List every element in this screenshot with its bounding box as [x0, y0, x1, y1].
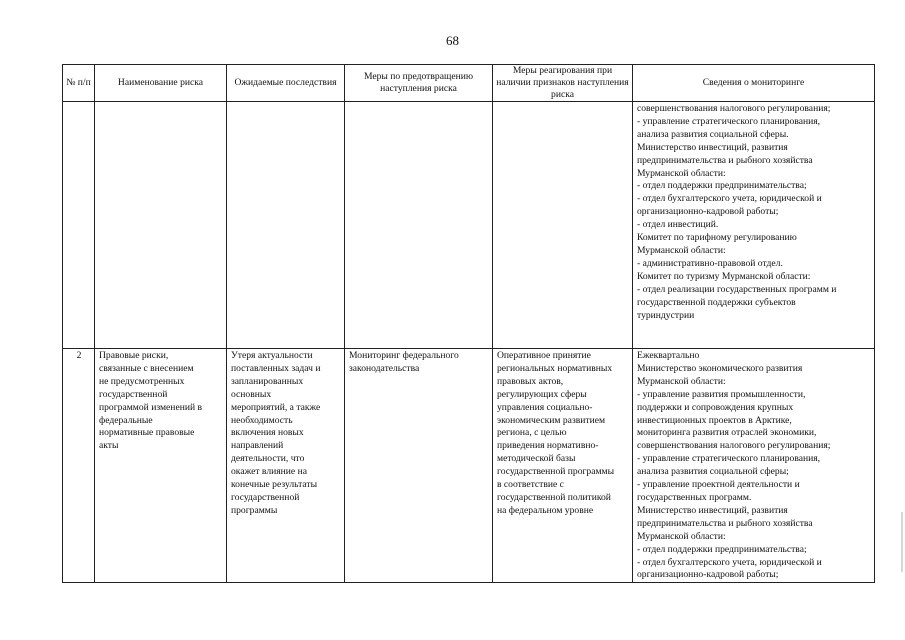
- cell-text-line: анализа развития социальной сферы.: [637, 128, 789, 140]
- cell-number: [63, 102, 95, 349]
- cell-response: [493, 102, 633, 349]
- cell-text-line: Мурманской области:: [637, 530, 726, 542]
- cell-text-line: анализа развития социальной сферы;: [637, 466, 789, 478]
- cell-text-line: программы: [231, 504, 278, 516]
- cell-text-line: методической базы: [497, 453, 576, 465]
- cell-text-line: Правовые риски,: [99, 350, 169, 361]
- cell-text-line: не предусмотренных: [99, 375, 185, 387]
- cell-text-line: Утеря актуальности: [231, 350, 313, 361]
- cell-text-line: Мурманской области:: [637, 244, 726, 256]
- cell-text-line: приведения нормативно-: [497, 440, 599, 452]
- cell-response: [493, 349, 633, 583]
- cell-text-line: Министерство инвестиций, развития: [637, 141, 788, 153]
- cell-text-line: - отдел поддержки предпринимательства;: [637, 543, 807, 555]
- risk-table: [62, 64, 875, 583]
- cell-text-line: региона, с целью: [497, 427, 567, 439]
- scan-edge-mark: [901, 512, 903, 572]
- cell-text-line: законодательства: [349, 362, 420, 374]
- cell-text-line: государственной: [99, 388, 168, 400]
- cell-text-line: совершенствования налогового регулирования;: [637, 440, 831, 452]
- cell-text-line: Ежеквартально: [637, 350, 700, 361]
- cell-text-line: Мурманской области:: [637, 167, 726, 179]
- header-monitoring: Сведения о мониторинге: [633, 65, 875, 102]
- cell-text-line: направлений: [231, 440, 284, 452]
- cell-text-line: государственной политикой: [497, 491, 611, 503]
- cell-text-line: государственной: [231, 491, 300, 503]
- cell-text-line: регулирующих сферы: [497, 388, 587, 400]
- cell-text-line: - отдел реализации государственных программ и: [637, 283, 837, 295]
- cell-text-line: - управление стратегического планирования,: [637, 453, 821, 465]
- cell-consequences: [227, 349, 345, 583]
- cell-text-line: - административно-правовой отдел.: [637, 257, 783, 269]
- cell-text-line: нормативные правовые: [99, 427, 195, 439]
- cell-monitoring: [633, 349, 875, 583]
- cell-text-line: включения новых: [231, 427, 304, 439]
- cell-consequences: [227, 102, 345, 349]
- cell-text-line: программой изменений в: [99, 401, 203, 413]
- cell-text-line: государственной программы: [497, 466, 615, 478]
- cell-text-line: Министерство инвестиций, развития: [637, 504, 788, 516]
- cell-text-line: необходимость: [231, 414, 293, 426]
- cell-text-line: Оперативное принятие: [497, 350, 591, 361]
- cell-text-line: акты: [99, 440, 119, 452]
- cell-text-line: Комитет по туризму Мурманской области:: [637, 270, 811, 282]
- page-number: 68: [446, 33, 459, 48]
- header-risk-name: Наименование риска: [95, 65, 227, 102]
- cell-text-line: инвестиционных проектов в Арктике,: [637, 414, 792, 426]
- header-consequences: Ожидаемые последствия: [227, 65, 345, 102]
- header-response: Меры реагирования при наличии признаков наступления риска: [493, 65, 633, 102]
- cell-text-line: связанные с внесением: [99, 362, 194, 374]
- header-number: № п/п: [63, 65, 95, 102]
- cell-text-line: основных: [231, 388, 272, 400]
- cell-text-line: запланированных: [231, 375, 304, 387]
- cell-text-line: Мурманской области:: [637, 375, 726, 387]
- cell-monitoring: [633, 102, 875, 349]
- cell-risk-name: [95, 102, 227, 349]
- cell-text-line: организационно-кадровой работы;: [637, 569, 779, 581]
- cell-text-line: - управление развития промышленности,: [637, 388, 806, 400]
- cell-text-line: Министерство экономического развития: [637, 362, 803, 374]
- cell-prevention: [345, 349, 493, 583]
- cell-text-line: деятельности, что: [231, 453, 305, 465]
- cell-text-line: правовых актов,: [497, 375, 564, 387]
- cell-text-line: - управление проектной деятельности и: [637, 479, 800, 491]
- cell-text-line: государственных программ.: [637, 491, 752, 503]
- cell-text-line: - отдел бухгалтерского учета, юридической и: [637, 193, 822, 205]
- cell-text-line: мероприятий, а также: [231, 401, 321, 413]
- cell-text-line: - отдел поддержки предпринимательства;: [637, 180, 807, 192]
- cell-text-line: - отдел бухгалтерского учета, юридической и: [637, 556, 822, 568]
- cell-risk-name: [95, 349, 227, 583]
- cell-text-line: предпринимательства и рыбного хозяйства: [637, 154, 813, 166]
- cell-text-line: Комитет по тарифному регулированию: [637, 232, 797, 244]
- cell-text-line: управления социально-: [497, 401, 593, 413]
- cell-text-line: мониторинга развития отраслей экономики,: [637, 427, 817, 439]
- table-header-row: [63, 65, 875, 102]
- cell-text-line: на федеральном уровне: [497, 504, 594, 516]
- cell-text-line: региональных нормативных: [497, 362, 613, 374]
- cell-text-line: - управление стратегического планирования,: [637, 115, 821, 127]
- cell-text-line: предпринимательства и рыбного хозяйства: [637, 517, 813, 529]
- cell-number: 2: [63, 349, 95, 583]
- cell-text-line: федеральные: [99, 414, 153, 426]
- cell-text-line: государственной поддержки субъектов: [637, 296, 796, 308]
- cell-text-line: туриндустрии: [637, 309, 695, 321]
- cell-text-line: в соответствие с: [497, 479, 564, 491]
- cell-text-line: поставленных задач и: [231, 362, 321, 374]
- cell-text-line: организационно-кадровой работы;: [637, 206, 779, 218]
- cell-text-line: Мониторинг федерального: [349, 350, 459, 361]
- header-prevention: Меры по предотвращению наступления риска: [345, 65, 493, 102]
- cell-text-line: совершенствования налогового регулирования;: [637, 103, 831, 114]
- cell-prevention: [345, 102, 493, 349]
- cell-text-line: - отдел инвестиций.: [637, 219, 719, 231]
- table-row: [63, 102, 875, 349]
- cell-text-line: конечные результаты: [231, 479, 318, 491]
- cell-text-line: окажет влияние на: [231, 466, 307, 478]
- cell-text-line: экономическим развитием: [497, 414, 606, 426]
- table-row: [63, 349, 875, 583]
- cell-text-line: поддержки и сопровождения крупных: [637, 401, 794, 413]
